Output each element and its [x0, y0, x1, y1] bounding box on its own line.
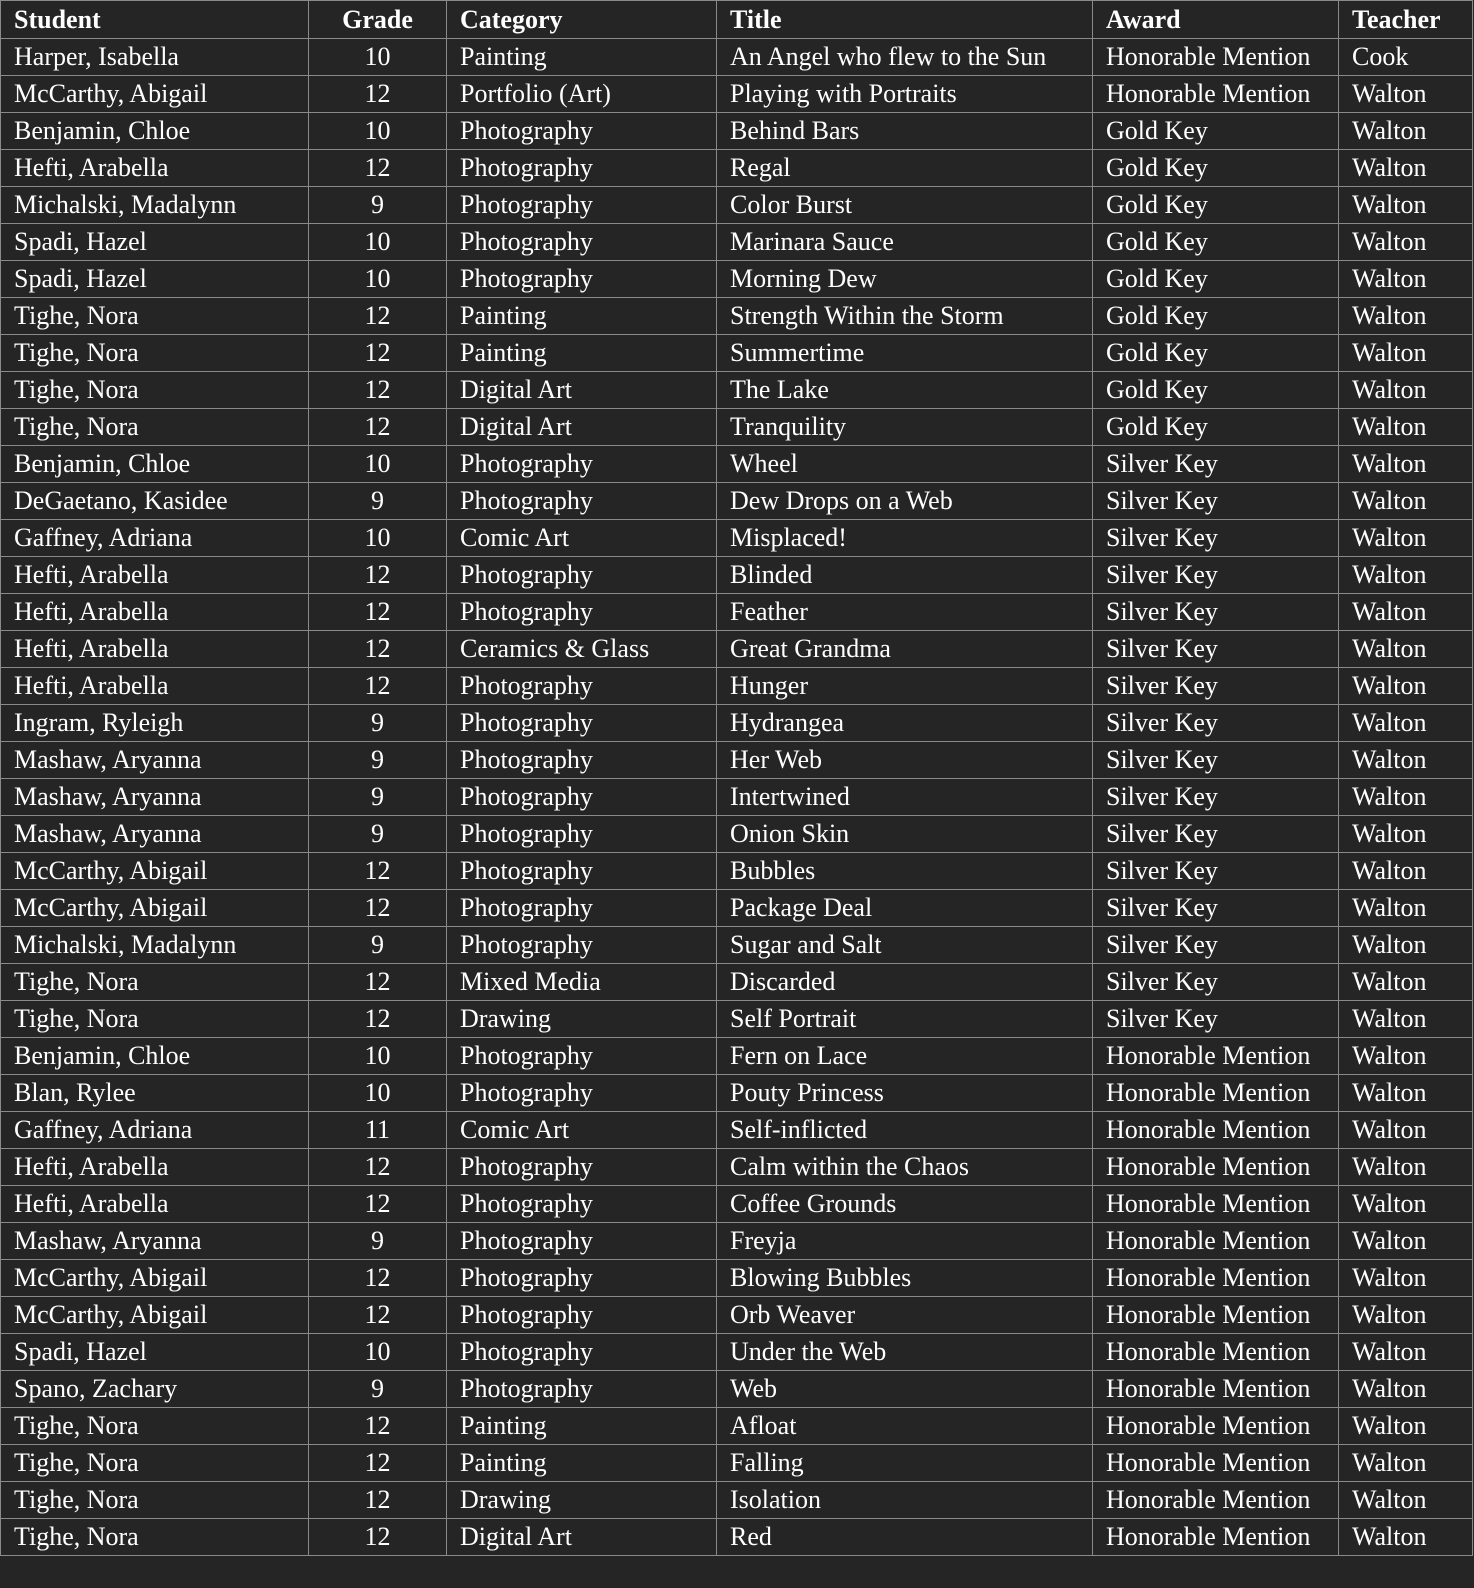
cell-teacher: Walton	[1339, 927, 1473, 964]
table-row	[1, 1186, 1473, 1223]
cell-title: An Angel who flew to the Sun	[717, 39, 1093, 76]
cell-grade: 10	[309, 224, 447, 261]
cell-grade: 10	[309, 113, 447, 150]
cell-award: Honorable Mention	[1093, 1112, 1339, 1149]
cell-award: Honorable Mention	[1093, 1445, 1339, 1482]
cell-teacher: Walton	[1339, 187, 1473, 224]
cell-category: Photography	[447, 1334, 717, 1371]
cell-grade: 12	[309, 1482, 447, 1519]
cell-student: DeGaetano, Kasidee	[1, 483, 309, 520]
cell-student: Mashaw, Aryanna	[1, 1223, 309, 1260]
cell-teacher: Walton	[1339, 1112, 1473, 1149]
cell-category: Photography	[447, 594, 717, 631]
cell-student: Tighe, Nora	[1, 1445, 309, 1482]
cell-grade: 12	[309, 1260, 447, 1297]
cell-title: Bubbles	[717, 853, 1093, 890]
cell-award: Honorable Mention	[1093, 1334, 1339, 1371]
cell-title: Wheel	[717, 446, 1093, 483]
cell-category: Drawing	[447, 1482, 717, 1519]
cell-teacher: Walton	[1339, 1075, 1473, 1112]
table-row	[1, 1038, 1473, 1075]
cell-teacher: Walton	[1339, 372, 1473, 409]
cell-category: Photography	[447, 668, 717, 705]
cell-category: Photography	[447, 261, 717, 298]
cell-category: Painting	[447, 335, 717, 372]
table-row	[1, 224, 1473, 261]
cell-grade: 9	[309, 483, 447, 520]
cell-grade: 10	[309, 39, 447, 76]
cell-student: Tighe, Nora	[1, 335, 309, 372]
cell-grade: 9	[309, 1371, 447, 1408]
cell-teacher: Walton	[1339, 557, 1473, 594]
cell-category: Mixed Media	[447, 964, 717, 1001]
cell-teacher: Walton	[1339, 113, 1473, 150]
cell-student: McCarthy, Abigail	[1, 890, 309, 927]
cell-category: Photography	[447, 927, 717, 964]
table-row	[1, 187, 1473, 224]
cell-student: Harper, Isabella	[1, 39, 309, 76]
cell-category: Photography	[447, 1223, 717, 1260]
cell-grade: 9	[309, 927, 447, 964]
cell-title: Marinara Sauce	[717, 224, 1093, 261]
table-row	[1, 1075, 1473, 1112]
cell-category: Photography	[447, 187, 717, 224]
cell-teacher: Walton	[1339, 335, 1473, 372]
cell-student: Mashaw, Aryanna	[1, 816, 309, 853]
cell-award: Silver Key	[1093, 594, 1339, 631]
cell-title: Under the Web	[717, 1334, 1093, 1371]
cell-student: Hefti, Arabella	[1, 150, 309, 187]
cell-grade: 12	[309, 964, 447, 1001]
header-award: Award	[1093, 1, 1339, 39]
cell-award: Silver Key	[1093, 1001, 1339, 1038]
cell-teacher: Walton	[1339, 853, 1473, 890]
cell-award: Silver Key	[1093, 853, 1339, 890]
cell-student: Gaffney, Adriana	[1, 1112, 309, 1149]
cell-category: Photography	[447, 113, 717, 150]
cell-student: Hefti, Arabella	[1, 1149, 309, 1186]
cell-title: Hunger	[717, 668, 1093, 705]
cell-title: Playing with Portraits	[717, 76, 1093, 113]
cell-grade: 12	[309, 1297, 447, 1334]
cell-title: Fern on Lace	[717, 1038, 1093, 1075]
cell-title: Her Web	[717, 742, 1093, 779]
header-student: Student	[1, 1, 309, 39]
cell-award: Gold Key	[1093, 298, 1339, 335]
cell-category: Photography	[447, 557, 717, 594]
cell-teacher: Walton	[1339, 816, 1473, 853]
cell-teacher: Walton	[1339, 1149, 1473, 1186]
cell-student: McCarthy, Abigail	[1, 1260, 309, 1297]
cell-award: Silver Key	[1093, 631, 1339, 668]
table-row	[1, 520, 1473, 557]
cell-student: Tighe, Nora	[1, 1408, 309, 1445]
cell-grade: 12	[309, 409, 447, 446]
cell-student: Hefti, Arabella	[1, 631, 309, 668]
table-row	[1, 594, 1473, 631]
cell-grade: 12	[309, 668, 447, 705]
table-row	[1, 409, 1473, 446]
table-row	[1, 1445, 1473, 1482]
cell-student: Hefti, Arabella	[1, 557, 309, 594]
cell-title: Color Burst	[717, 187, 1093, 224]
table-row	[1, 1408, 1473, 1445]
cell-teacher: Walton	[1339, 1001, 1473, 1038]
cell-title: Onion Skin	[717, 816, 1093, 853]
table-body	[1, 39, 1473, 1556]
table-row	[1, 742, 1473, 779]
cell-teacher: Walton	[1339, 1371, 1473, 1408]
cell-student: Spadi, Hazel	[1, 224, 309, 261]
cell-award: Gold Key	[1093, 113, 1339, 150]
table-row	[1, 1519, 1473, 1556]
cell-award: Silver Key	[1093, 779, 1339, 816]
cell-award: Honorable Mention	[1093, 1038, 1339, 1075]
cell-award: Silver Key	[1093, 668, 1339, 705]
cell-grade: 12	[309, 372, 447, 409]
cell-student: Hefti, Arabella	[1, 668, 309, 705]
cell-award: Gold Key	[1093, 224, 1339, 261]
cell-student: Spano, Zachary	[1, 1371, 309, 1408]
table-header	[1, 1, 1473, 39]
cell-student: Gaffney, Adriana	[1, 520, 309, 557]
cell-title: Package Deal	[717, 890, 1093, 927]
cell-student: Tighe, Nora	[1, 1482, 309, 1519]
cell-category: Photography	[447, 705, 717, 742]
cell-award: Honorable Mention	[1093, 1408, 1339, 1445]
cell-teacher: Cook	[1339, 39, 1473, 76]
cell-grade: 9	[309, 1223, 447, 1260]
cell-teacher: Walton	[1339, 1038, 1473, 1075]
cell-teacher: Walton	[1339, 150, 1473, 187]
cell-award: Silver Key	[1093, 483, 1339, 520]
cell-category: Ceramics & Glass	[447, 631, 717, 668]
cell-title: Morning Dew	[717, 261, 1093, 298]
table-row	[1, 964, 1473, 1001]
table-row	[1, 335, 1473, 372]
cell-award: Honorable Mention	[1093, 1482, 1339, 1519]
cell-award: Honorable Mention	[1093, 1260, 1339, 1297]
cell-teacher: Walton	[1339, 261, 1473, 298]
table-row	[1, 557, 1473, 594]
cell-teacher: Walton	[1339, 1445, 1473, 1482]
table-row	[1, 1260, 1473, 1297]
table-row	[1, 446, 1473, 483]
table-row	[1, 1334, 1473, 1371]
cell-title: Sugar and Salt	[717, 927, 1093, 964]
cell-teacher: Walton	[1339, 890, 1473, 927]
table-row	[1, 76, 1473, 113]
cell-category: Photography	[447, 483, 717, 520]
cell-title: Great Grandma	[717, 631, 1093, 668]
cell-award: Silver Key	[1093, 742, 1339, 779]
cell-teacher: Walton	[1339, 483, 1473, 520]
cell-student: Tighe, Nora	[1, 409, 309, 446]
cell-teacher: Walton	[1339, 742, 1473, 779]
cell-teacher: Walton	[1339, 224, 1473, 261]
cell-title: Regal	[717, 150, 1093, 187]
cell-title: Summertime	[717, 335, 1093, 372]
cell-teacher: Walton	[1339, 1260, 1473, 1297]
cell-award: Gold Key	[1093, 187, 1339, 224]
cell-title: Behind Bars	[717, 113, 1093, 150]
cell-student: Mashaw, Aryanna	[1, 742, 309, 779]
cell-title: Pouty Princess	[717, 1075, 1093, 1112]
cell-teacher: Walton	[1339, 1297, 1473, 1334]
cell-award: Silver Key	[1093, 520, 1339, 557]
cell-grade: 10	[309, 1075, 447, 1112]
table-row	[1, 1297, 1473, 1334]
cell-grade: 12	[309, 76, 447, 113]
cell-teacher: Walton	[1339, 1408, 1473, 1445]
cell-category: Portfolio (Art)	[447, 76, 717, 113]
cell-title: Blinded	[717, 557, 1093, 594]
table-row	[1, 853, 1473, 890]
cell-category: Photography	[447, 446, 717, 483]
cell-award: Honorable Mention	[1093, 1519, 1339, 1556]
cell-student: Spadi, Hazel	[1, 261, 309, 298]
table-row	[1, 483, 1473, 520]
cell-award: Honorable Mention	[1093, 1186, 1339, 1223]
cell-title: Freyja	[717, 1223, 1093, 1260]
cell-title: Coffee Grounds	[717, 1186, 1093, 1223]
cell-title: Orb Weaver	[717, 1297, 1093, 1334]
cell-student: Spadi, Hazel	[1, 1334, 309, 1371]
cell-category: Digital Art	[447, 1519, 717, 1556]
cell-award: Gold Key	[1093, 335, 1339, 372]
cell-category: Painting	[447, 39, 717, 76]
table-row	[1, 668, 1473, 705]
cell-teacher: Walton	[1339, 668, 1473, 705]
cell-title: Self Portrait	[717, 1001, 1093, 1038]
cell-teacher: Walton	[1339, 446, 1473, 483]
cell-award: Silver Key	[1093, 446, 1339, 483]
cell-title: Calm within the Chaos	[717, 1149, 1093, 1186]
cell-student: McCarthy, Abigail	[1, 1297, 309, 1334]
cell-title: Isolation	[717, 1482, 1093, 1519]
header-teacher: Teacher	[1339, 1, 1473, 39]
cell-category: Photography	[447, 816, 717, 853]
cell-category: Comic Art	[447, 1112, 717, 1149]
cell-grade: 12	[309, 557, 447, 594]
cell-category: Photography	[447, 150, 717, 187]
cell-title: Blowing Bubbles	[717, 1260, 1093, 1297]
cell-grade: 10	[309, 261, 447, 298]
cell-teacher: Walton	[1339, 1186, 1473, 1223]
table-row	[1, 372, 1473, 409]
cell-student: Tighe, Nora	[1, 1001, 309, 1038]
cell-title: Discarded	[717, 964, 1093, 1001]
cell-category: Photography	[447, 1149, 717, 1186]
cell-award: Silver Key	[1093, 964, 1339, 1001]
cell-teacher: Walton	[1339, 1482, 1473, 1519]
cell-grade: 12	[309, 150, 447, 187]
cell-grade: 12	[309, 631, 447, 668]
cell-teacher: Walton	[1339, 298, 1473, 335]
cell-category: Photography	[447, 779, 717, 816]
table-row	[1, 1223, 1473, 1260]
cell-grade: 10	[309, 1038, 447, 1075]
cell-award: Silver Key	[1093, 705, 1339, 742]
cell-student: Mashaw, Aryanna	[1, 779, 309, 816]
cell-award: Honorable Mention	[1093, 76, 1339, 113]
cell-student: Blan, Rylee	[1, 1075, 309, 1112]
table-row	[1, 1371, 1473, 1408]
cell-category: Photography	[447, 1371, 717, 1408]
table-row	[1, 779, 1473, 816]
cell-teacher: Walton	[1339, 76, 1473, 113]
cell-award: Honorable Mention	[1093, 1297, 1339, 1334]
table-row	[1, 890, 1473, 927]
cell-grade: 10	[309, 520, 447, 557]
cell-award: Silver Key	[1093, 816, 1339, 853]
cell-title: Intertwined	[717, 779, 1093, 816]
cell-award: Gold Key	[1093, 261, 1339, 298]
table-row	[1, 150, 1473, 187]
cell-title: The Lake	[717, 372, 1093, 409]
cell-grade: 12	[309, 1186, 447, 1223]
table-row	[1, 1112, 1473, 1149]
cell-award: Honorable Mention	[1093, 39, 1339, 76]
cell-category: Drawing	[447, 1001, 717, 1038]
cell-student: Ingram, Ryleigh	[1, 705, 309, 742]
cell-category: Painting	[447, 1445, 717, 1482]
cell-teacher: Walton	[1339, 1334, 1473, 1371]
cell-category: Photography	[447, 1297, 717, 1334]
cell-award: Silver Key	[1093, 890, 1339, 927]
cell-title: Web	[717, 1371, 1093, 1408]
cell-category: Photography	[447, 1038, 717, 1075]
cell-award: Gold Key	[1093, 150, 1339, 187]
cell-student: Michalski, Madalynn	[1, 187, 309, 224]
cell-grade: 10	[309, 446, 447, 483]
cell-award: Silver Key	[1093, 927, 1339, 964]
cell-teacher: Walton	[1339, 705, 1473, 742]
cell-teacher: Walton	[1339, 1223, 1473, 1260]
header-title: Title	[717, 1, 1093, 39]
cell-student: Hefti, Arabella	[1, 1186, 309, 1223]
cell-category: Photography	[447, 1260, 717, 1297]
cell-title: Feather	[717, 594, 1093, 631]
cell-student: Tighe, Nora	[1, 372, 309, 409]
header-grade: Grade	[309, 1, 447, 39]
cell-grade: 9	[309, 187, 447, 224]
cell-title: Strength Within the Storm	[717, 298, 1093, 335]
cell-title: Dew Drops on a Web	[717, 483, 1093, 520]
cell-award: Gold Key	[1093, 409, 1339, 446]
cell-grade: 9	[309, 816, 447, 853]
cell-grade: 9	[309, 705, 447, 742]
header-row	[1, 1, 1473, 39]
table-row	[1, 261, 1473, 298]
cell-title: Tranquility	[717, 409, 1093, 446]
cell-student: Benjamin, Chloe	[1, 1038, 309, 1075]
cell-grade: 12	[309, 1149, 447, 1186]
table-row	[1, 39, 1473, 76]
cell-grade: 12	[309, 1445, 447, 1482]
cell-teacher: Walton	[1339, 520, 1473, 557]
cell-student: McCarthy, Abigail	[1, 853, 309, 890]
cell-teacher: Walton	[1339, 964, 1473, 1001]
cell-category: Photography	[447, 890, 717, 927]
cell-title: Falling	[717, 1445, 1093, 1482]
cell-award: Honorable Mention	[1093, 1075, 1339, 1112]
cell-teacher: Walton	[1339, 409, 1473, 446]
cell-teacher: Walton	[1339, 779, 1473, 816]
table-row	[1, 816, 1473, 853]
cell-grade: 9	[309, 742, 447, 779]
cell-category: Painting	[447, 298, 717, 335]
table-row	[1, 1482, 1473, 1519]
table-row	[1, 705, 1473, 742]
table-row	[1, 113, 1473, 150]
cell-grade: 11	[309, 1112, 447, 1149]
cell-title: Hydrangea	[717, 705, 1093, 742]
cell-grade: 12	[309, 335, 447, 372]
cell-title: Afloat	[717, 1408, 1093, 1445]
header-category: Category	[447, 1, 717, 39]
cell-award: Silver Key	[1093, 557, 1339, 594]
cell-category: Digital Art	[447, 409, 717, 446]
table-row	[1, 927, 1473, 964]
table-row	[1, 1001, 1473, 1038]
cell-student: Tighe, Nora	[1, 964, 309, 1001]
cell-student: McCarthy, Abigail	[1, 76, 309, 113]
cell-grade: 10	[309, 1334, 447, 1371]
cell-category: Painting	[447, 1408, 717, 1445]
cell-student: Tighe, Nora	[1, 298, 309, 335]
cell-grade: 12	[309, 890, 447, 927]
cell-category: Comic Art	[447, 520, 717, 557]
table-row	[1, 1149, 1473, 1186]
table-row	[1, 298, 1473, 335]
cell-award: Honorable Mention	[1093, 1223, 1339, 1260]
cell-award: Honorable Mention	[1093, 1371, 1339, 1408]
cell-teacher: Walton	[1339, 631, 1473, 668]
cell-category: Photography	[447, 224, 717, 261]
cell-grade: 12	[309, 1408, 447, 1445]
cell-title: Self-inflicted	[717, 1112, 1093, 1149]
cell-grade: 9	[309, 779, 447, 816]
cell-category: Photography	[447, 853, 717, 890]
cell-student: Michalski, Madalynn	[1, 927, 309, 964]
cell-grade: 12	[309, 853, 447, 890]
cell-grade: 12	[309, 1519, 447, 1556]
cell-category: Photography	[447, 742, 717, 779]
cell-category: Digital Art	[447, 372, 717, 409]
cell-grade: 12	[309, 1001, 447, 1038]
cell-grade: 12	[309, 298, 447, 335]
cell-award: Honorable Mention	[1093, 1149, 1339, 1186]
cell-award: Gold Key	[1093, 372, 1339, 409]
cell-student: Benjamin, Chloe	[1, 446, 309, 483]
cell-category: Photography	[447, 1186, 717, 1223]
cell-teacher: Walton	[1339, 1519, 1473, 1556]
cell-category: Photography	[447, 1075, 717, 1112]
cell-student: Hefti, Arabella	[1, 594, 309, 631]
cell-grade: 12	[309, 594, 447, 631]
cell-student: Tighe, Nora	[1, 1519, 309, 1556]
cell-title: Misplaced!	[717, 520, 1093, 557]
cell-student: Benjamin, Chloe	[1, 113, 309, 150]
cell-teacher: Walton	[1339, 594, 1473, 631]
cell-title: Red	[717, 1519, 1093, 1556]
table-row	[1, 631, 1473, 668]
